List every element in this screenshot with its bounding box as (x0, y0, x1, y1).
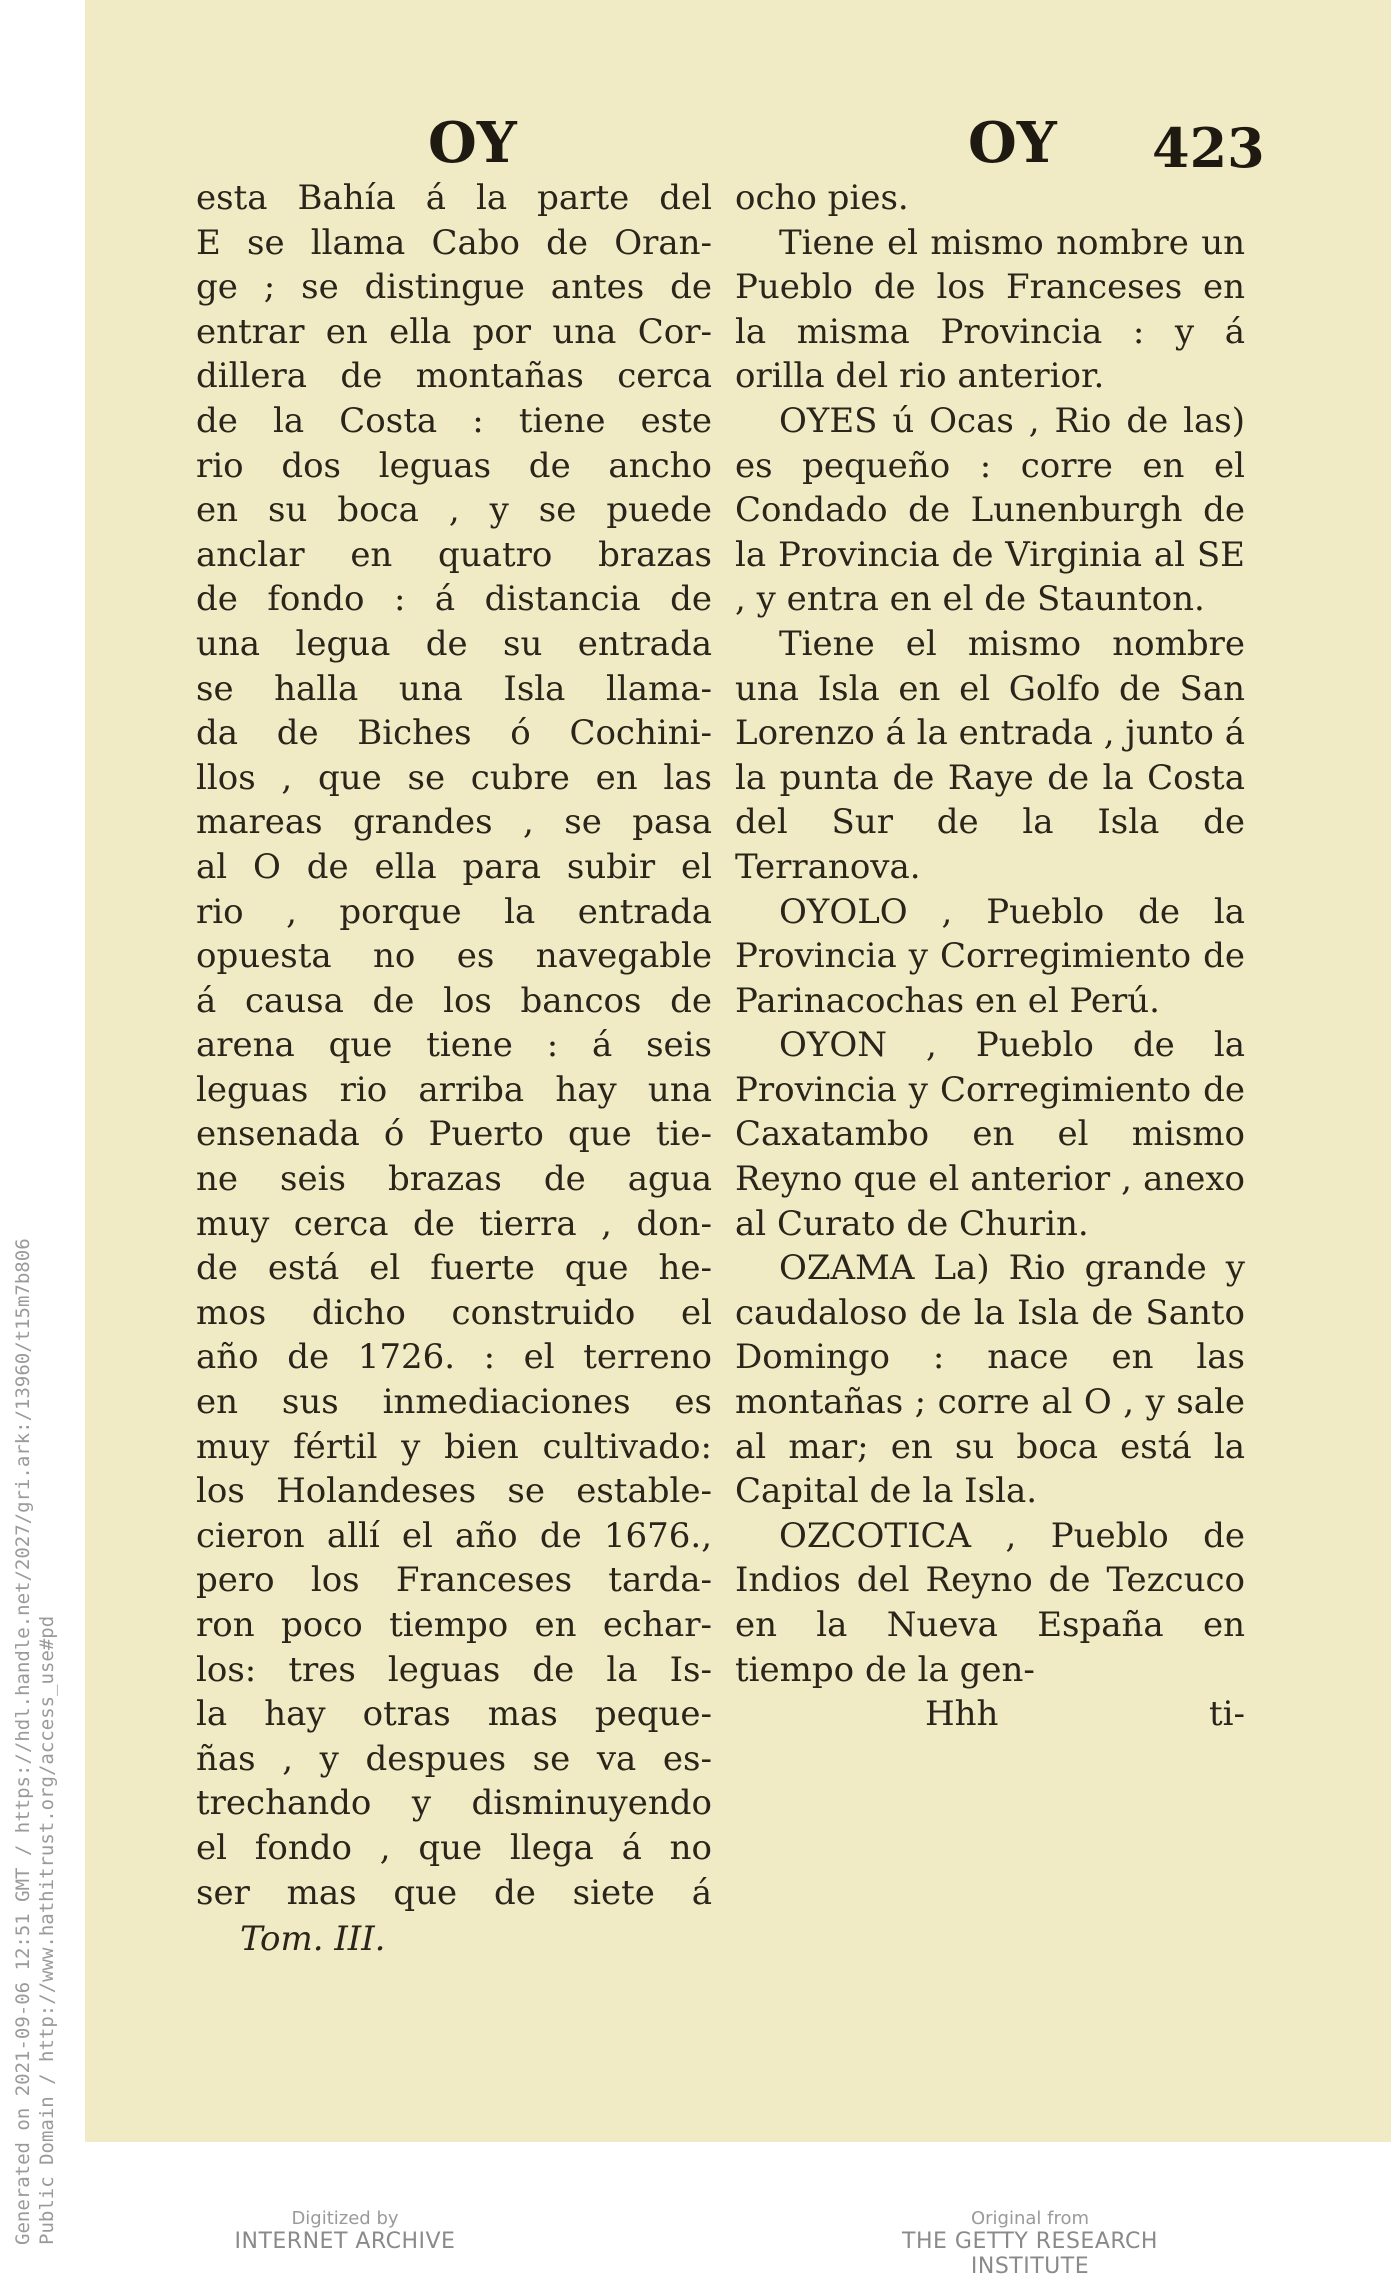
stamp-line-2: Public Domain / http://www.hathitrust.org/access_use#pd (36, 1615, 58, 2245)
getty-label: THE GETTY RESEARCH INSTITUTE (902, 2229, 1158, 2279)
text-line: da de Biches ó Cochini- (196, 713, 712, 754)
left-column (196, 176, 712, 1962)
text-line: se halla una Isla llama- (196, 668, 712, 709)
page-number: 423 (1152, 116, 1265, 180)
text-line: de fondo : á distancia de (196, 579, 712, 620)
header-right: OY (968, 110, 1057, 176)
internet-archive-label: INTERNET ARCHIVE (234, 2229, 456, 2254)
volume-label: Tom. III. (240, 1919, 386, 1960)
entry-paragraph: OYOLO , Pueblo de la Provincia y Corregimiento de Parinacochas en el Perú. (735, 891, 1245, 1021)
text-line: trechando y disminuyendo (196, 1783, 712, 1824)
catchword: ti- (1208, 1694, 1245, 1735)
text-line: en sus inmediaciones es (196, 1382, 712, 1423)
text-line: ron poco tiempo en echar- (196, 1605, 712, 1645)
text-line: de la Costa : tiene este (196, 400, 712, 441)
signature-line (735, 1692, 1245, 1736)
text-line: mareas grandes , se pasa (196, 802, 712, 843)
text-line: anclar en quatro brazas (196, 534, 712, 575)
text-line: cieron allí el año de 1676., (196, 1515, 712, 1556)
right-column-text (735, 176, 1245, 1692)
stamp-line-1: Generated on 2021-09-06 12:51 GMT / https://hdl.handle.net/2027/gri.ark:/13960/t15m7b806 (12, 1238, 34, 2245)
text-line: ensenada ó Puerto que tie- (196, 1114, 712, 1155)
text-line: mos dicho construido el (196, 1292, 712, 1333)
text-line: los Holandeses se estable- (196, 1471, 712, 1512)
text-line: una legua de su entrada (196, 623, 712, 664)
text-line: ser mas que de siete á (196, 1872, 712, 1913)
entry-paragraph: OZCOTICA , Pueblo de Indios del Reyno de Tezcuco en la Nueva España en tiempo de la gen- (735, 1515, 1245, 1690)
original-from-label: Original from (970, 2208, 1090, 2229)
text-line: leguas rio arriba hay una (196, 1069, 712, 1110)
text-line: llos , que se cubre en las (196, 757, 712, 798)
text-line: los: tres leguas de la Is- (196, 1649, 712, 1690)
text-line: opuesta no es navegable (196, 936, 712, 977)
text-line: E se llama Cabo de Oran- (196, 222, 712, 263)
text-line: ñas , y despues se va es- (196, 1738, 712, 1779)
text-line: año de 1726. : el terreno (196, 1337, 712, 1378)
entry-paragraph: Tiene el mismo nombre un Pueblo de los Franceses en la misma Provincia : y á orilla del rio anterior. (735, 222, 1245, 397)
text-line: ge ; se distingue antes de (196, 267, 712, 308)
text-line: rio , porque la entrada (196, 891, 712, 932)
text-line: esta Bahía á la parte del (196, 178, 712, 218)
signature-mark: Hhh (925, 1694, 999, 1735)
text-line: dillera de montañas cerca (196, 356, 712, 397)
right-column (735, 176, 1245, 1736)
header-left: OY (428, 110, 517, 176)
text-line: muy fértil y bien cultivado: (196, 1426, 712, 1467)
left-column-text (196, 176, 712, 1915)
entry-paragraph: OZAMA La) Rio grande y caudaloso de la Isla de Santo Domingo : nace en las montañas ; corre al O , y sale al mar; en su boca está la Capital de la Isla. (735, 1248, 1245, 1512)
entry-paragraph: OYON , Pueblo de la Provincia y Corregimiento de Caxatambo en el mismo Reyno que el anterior , anexo al Curato de Churin. (735, 1025, 1245, 1244)
text-line: en su boca , y se puede (196, 490, 712, 531)
text-line: ne seis brazas de agua (196, 1159, 712, 1200)
footer (0, 2208, 1391, 2279)
text-line: á causa de los bancos de (196, 980, 712, 1021)
text-line: al O de ella para subir el (196, 846, 712, 887)
entry-paragraph: ocho pies. (735, 178, 909, 218)
text-line: la hay otras mas peque- (196, 1694, 712, 1735)
text-line: de está el fuerte que he- (196, 1248, 712, 1289)
text-line: el fondo , que llega á no (196, 1827, 712, 1868)
text-line: rio dos leguas de ancho (196, 445, 712, 486)
entry-paragraph: Tiene el mismo nombre una Isla en el Golfo de San Lorenzo á la entrada , junto á la punta de Raye de la Costa del Sur de la Isla de Terranova. (735, 623, 1245, 887)
original-from-credit (850, 2208, 1210, 2279)
entry-paragraph: OYES ú Ocas , Rio de las) es pequeño : corre en el Condado de Lunenburgh de la Provincia de Virginia al SE , y entra en el de Staunton. (735, 400, 1245, 620)
generation-stamp (0, 1021, 80, 2271)
digitized-by-credit (230, 2208, 460, 2254)
text-line: muy cerca de tierra , don- (196, 1203, 712, 1244)
text-line: entrar en ella por una Cor- (196, 311, 712, 352)
text-line: arena que tiene : á seis (196, 1025, 712, 1066)
text-line: pero los Franceses tarda- (196, 1560, 712, 1601)
digitized-by-label: Digitized by (291, 2208, 399, 2229)
